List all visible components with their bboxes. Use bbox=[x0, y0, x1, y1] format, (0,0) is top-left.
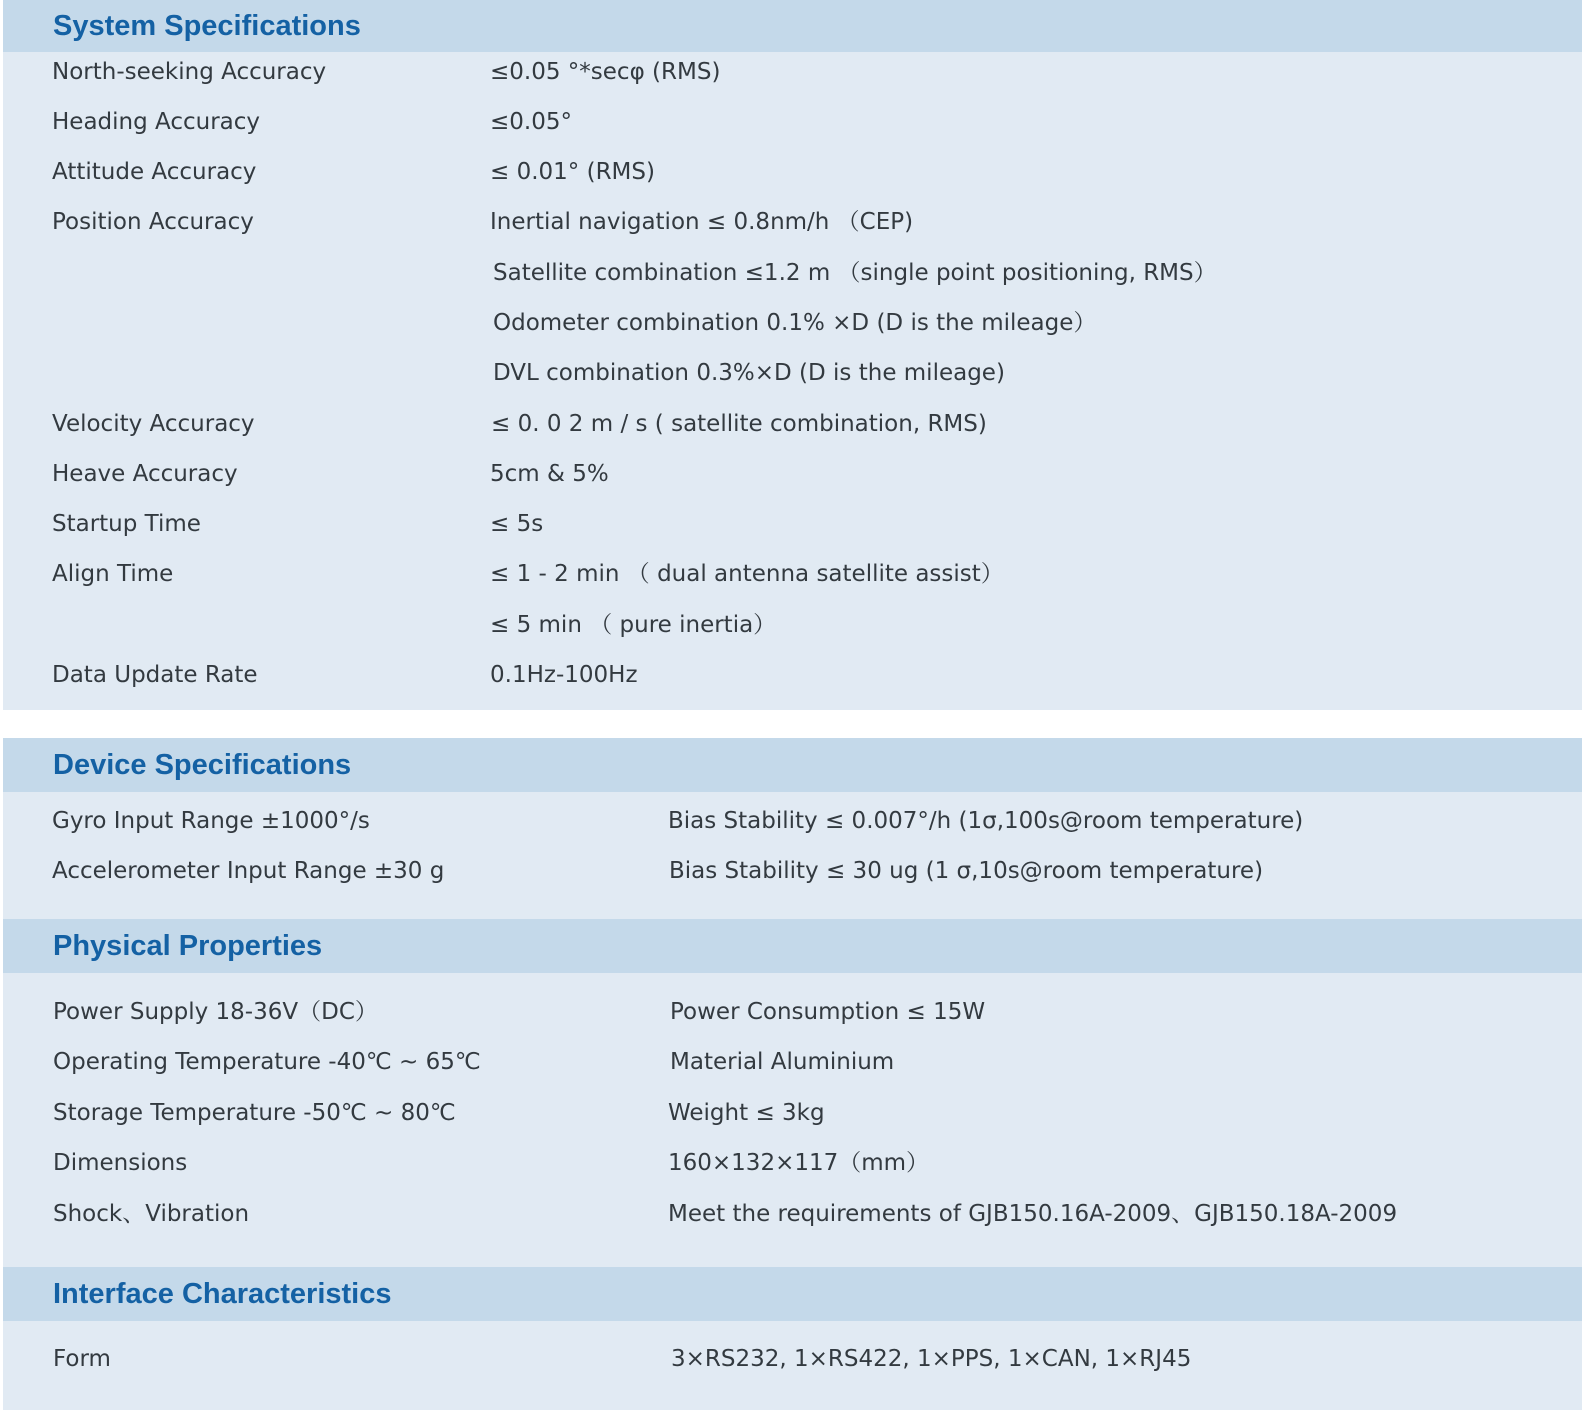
section-header bbox=[3, 919, 1582, 973]
spec-value: ≤ 5 min （ pure inertia） bbox=[490, 612, 777, 638]
spec-row bbox=[3, 1037, 1582, 1087]
spec-label: North-seeking Accuracy bbox=[52, 59, 327, 85]
spec-label: Storage Temperature -50℃ ~ 80℃ bbox=[53, 1100, 456, 1126]
spec-label: Dimensions bbox=[53, 1150, 188, 1176]
spec-value: ≤ 0.01° (RMS) bbox=[490, 159, 655, 185]
spec-value: Material Aluminium bbox=[670, 1049, 895, 1075]
spec-value: Bias Stability ≤ 0.007°/h (1σ,100s@room temperature) bbox=[668, 808, 1304, 834]
physical-properties-section bbox=[3, 919, 1582, 1267]
spec-row bbox=[3, 348, 1582, 398]
spec-value: 5cm & 5% bbox=[490, 461, 609, 487]
spec-row bbox=[3, 1138, 1582, 1188]
spec-value: 0.1Hz-100Hz bbox=[490, 662, 638, 688]
spec-row bbox=[3, 1334, 1582, 1384]
spec-label: Power Supply 18-36V（DC） bbox=[53, 999, 378, 1025]
spec-label: Position Accuracy bbox=[52, 209, 254, 235]
spec-value: Meet the requirements of GJB150.16A-2009、GJB150.18A-2009 bbox=[668, 1201, 1398, 1227]
spec-value: Power Consumption ≤ 15W bbox=[670, 999, 986, 1025]
spec-label: Startup Time bbox=[52, 511, 201, 537]
spec-row bbox=[3, 147, 1582, 197]
spec-row bbox=[3, 298, 1582, 348]
spec-label: Gyro Input Range ±1000°/s bbox=[52, 808, 370, 834]
spec-row bbox=[3, 987, 1582, 1037]
spec-label: Attitude Accuracy bbox=[52, 159, 257, 185]
spec-row bbox=[3, 600, 1582, 650]
device-specifications-section bbox=[3, 738, 1582, 919]
spec-value: DVL combination 0.3%×D (D is the mileage) bbox=[493, 360, 1005, 386]
spec-row bbox=[3, 1189, 1582, 1239]
spec-label: Heading Accuracy bbox=[52, 109, 261, 135]
spec-label: Shock、Vibration bbox=[53, 1201, 250, 1227]
spec-label: Form bbox=[53, 1346, 111, 1372]
spec-value: ≤ 0. 0 2 m / s ( satellite combination, RMS) bbox=[491, 411, 987, 437]
system-specifications-section bbox=[3, 0, 1582, 710]
section-header bbox=[3, 0, 1582, 52]
spec-value: ≤0.05° bbox=[490, 109, 572, 135]
spec-label: Velocity Accuracy bbox=[52, 411, 255, 437]
spec-label: Operating Temperature -40℃ ~ 65℃ bbox=[53, 1049, 481, 1075]
spec-row bbox=[3, 449, 1582, 499]
section-title: Physical Properties bbox=[53, 930, 323, 962]
spec-value: ≤ 1 - 2 min （ dual antenna satellite assist） bbox=[490, 561, 1004, 587]
spec-row bbox=[3, 399, 1582, 449]
spec-value: Satellite combination ≤1.2 m （single point positioning, RMS） bbox=[493, 260, 1217, 286]
spec-value: Bias Stability ≤ 30 ug (1 σ,10s@room temperature) bbox=[669, 858, 1264, 884]
spec-row bbox=[3, 1088, 1582, 1138]
spec-value: 160×132×117（mm） bbox=[668, 1150, 930, 1176]
spec-row bbox=[3, 47, 1582, 97]
spec-row bbox=[3, 97, 1582, 147]
spec-value: Odometer combination 0.1% ×D (D is the mileage） bbox=[493, 310, 1097, 336]
section-title: Interface Characteristics bbox=[53, 1278, 392, 1310]
spec-value: 3×RS232, 1×RS422, 1×PPS, 1×CAN, 1×RJ45 bbox=[671, 1346, 1192, 1372]
section-title: Device Specifications bbox=[53, 749, 352, 781]
interface-characteristics-section bbox=[3, 1267, 1582, 1410]
spec-value: ≤ 5s bbox=[490, 511, 544, 537]
section-header bbox=[3, 738, 1582, 792]
spec-row bbox=[3, 197, 1582, 247]
spec-value: Weight ≤ 3kg bbox=[668, 1100, 825, 1126]
spec-label: Accelerometer Input Range ±30 g bbox=[52, 858, 445, 884]
section-title: System Specifications bbox=[53, 10, 361, 42]
spec-row bbox=[3, 499, 1582, 549]
spec-label: Data Update Rate bbox=[52, 662, 258, 688]
spec-row bbox=[3, 846, 1582, 896]
spec-row bbox=[3, 248, 1582, 298]
spec-value: ≤0.05 °*secφ (RMS) bbox=[490, 59, 721, 85]
spec-label: Heave Accuracy bbox=[52, 461, 238, 487]
spec-row bbox=[3, 549, 1582, 599]
spec-label: Align Time bbox=[52, 561, 174, 587]
spec-row bbox=[3, 796, 1582, 846]
section-header bbox=[3, 1267, 1582, 1321]
spec-row bbox=[3, 650, 1582, 700]
spec-value: Inertial navigation ≤ 0.8nm/h （CEP) bbox=[490, 209, 914, 235]
